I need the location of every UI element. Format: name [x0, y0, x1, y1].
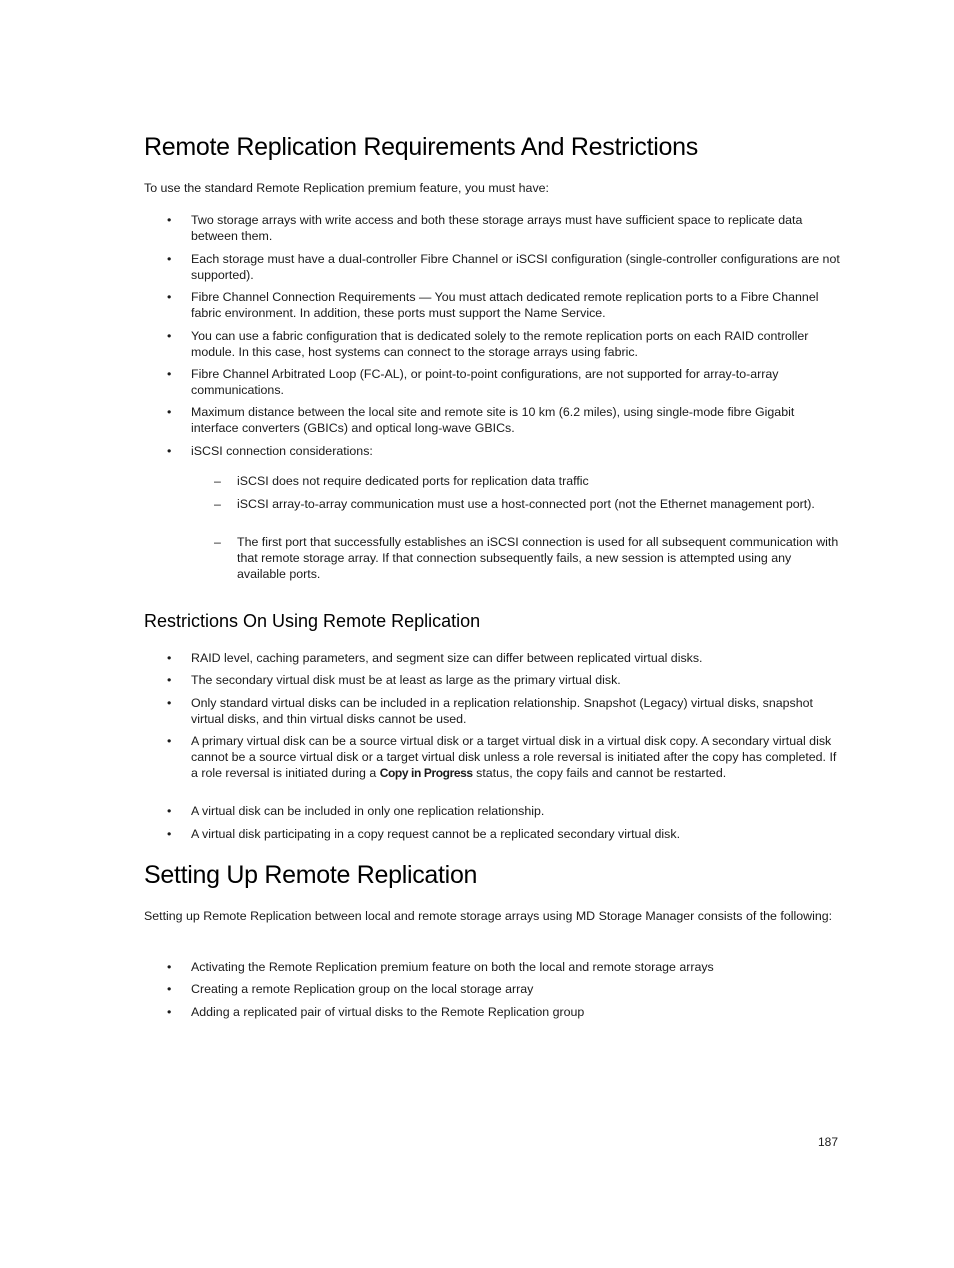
bullet-glyph: • — [167, 444, 172, 458]
bullet-glyph: • — [167, 213, 172, 227]
dash-glyph: – — [214, 497, 221, 511]
list-item: • Two storage arrays with write access and both these storage arrays must have sufficient space to replicate data between them. — [167, 213, 803, 243]
list-item: • Creating a remote Replication group on the local storage array — [167, 982, 534, 996]
bullet-glyph: • — [167, 367, 172, 381]
bullet-glyph: • — [167, 651, 172, 665]
bullet-glyph: • — [167, 290, 172, 304]
list-item: • RAID level, caching parameters, and segment size can differ between replicated virtual disks. — [167, 651, 703, 665]
bullet-glyph: • — [167, 673, 172, 687]
list-item: • Activating the Remote Replication premium feature on both the local and remote storage arrays — [167, 960, 714, 974]
list-item: • Maximum distance between the local site and remote site is 10 km (6.2 miles), using single-mode fibre Gigabit interface converters (GBICs) and optical long-wave GBICs. — [167, 405, 795, 435]
list-item: • Adding a replicated pair of virtual disks to the Remote Replication group — [167, 1005, 585, 1019]
setup-intro-paragraph: Setting up Remote Replication between local and remote storage arrays using MD Storage Manager consists of the following: — [144, 909, 833, 923]
dash-glyph: – — [214, 535, 221, 549]
list-item: • Fibre Channel Arbitrated Loop (FC-AL), or point-to-point configurations, are not supported for array-to-array communications. — [167, 367, 779, 397]
list-item: • The secondary virtual disk must be at least as large as the primary virtual disk. — [167, 673, 621, 687]
dash-glyph: – — [214, 474, 221, 488]
bullet-glyph: • — [167, 329, 172, 343]
ui-status-copy-in-progress: Copy in Progress — [379, 766, 473, 780]
bullet-glyph: • — [167, 696, 172, 710]
list-item: • You can use a fabric configuration that is dedicated solely to the remote replication ports on each RAID controller module. In this case, host systems can connect to the storage arrays using fabric. — [167, 329, 809, 359]
list-item: • Only standard virtual disks can be included in a replication relationship. Snapshot (Legacy) virtual disks, snapshot virtual disks, and thin virtual disks cannot be used. — [167, 696, 813, 726]
list-item: • A virtual disk participating in a copy request cannot be a replicated secondary virtual disk. — [167, 827, 681, 841]
bullet-glyph: • — [167, 252, 172, 266]
intro-paragraph: To use the standard Remote Replication premium feature, you must have: — [144, 181, 549, 195]
bullet-glyph: • — [167, 734, 172, 748]
list-item: • Fibre Channel Connection Requirements — You must attach dedicated remote replication ports to a Fibre Channel fabric environment. In addition, these ports must support the Name Service. — [167, 290, 819, 320]
list-item: • A virtual disk can be included in only one replication relationship. — [167, 804, 545, 818]
bullet-glyph: • — [167, 804, 172, 818]
list-item: • A primary virtual disk can be a source virtual disk or a target virtual disk in a virtual disk copy. A secondary virtual disk cannot be a source virtual disk or a target virtual disk unless a role reversal is initiated after the copy has completed. If a role reversal is initiated during a Copy in Progress status, the copy fails and cannot be restarted. — [167, 734, 837, 780]
list-item: • Each storage must have a dual-controller Fibre Channel or iSCSI configuration (single-controller configurations are not supported). — [167, 252, 840, 282]
sub-list-item: – iSCSI array-to-array communication must use a host-connected port (not the Ethernet management port). — [214, 497, 815, 511]
bullet-glyph: • — [167, 827, 172, 841]
section-title-requirements: Remote Replication Requirements And Restrictions — [144, 133, 698, 161]
list-item: • iSCSI connection considerations: — [167, 444, 373, 458]
sub-list-item: – iSCSI does not require dedicated ports for replication data traffic — [214, 474, 589, 488]
section-title-restrictions: Restrictions On Using Remote Replication — [144, 611, 481, 631]
bullet-glyph: • — [167, 1005, 172, 1019]
page-number: 187 — [818, 1135, 839, 1149]
section-title-setting-up: Setting Up Remote Replication — [144, 861, 478, 889]
bullet-glyph: • — [167, 982, 172, 996]
sub-list-item: – The first port that successfully establishes an iSCSI connection is used for all subsequent communication with that remote storage array. If that connection subsequently fails, a new session is attempted using any available ports. — [214, 535, 839, 581]
bullet-glyph: • — [167, 405, 172, 419]
bullet-glyph: • — [167, 960, 172, 974]
